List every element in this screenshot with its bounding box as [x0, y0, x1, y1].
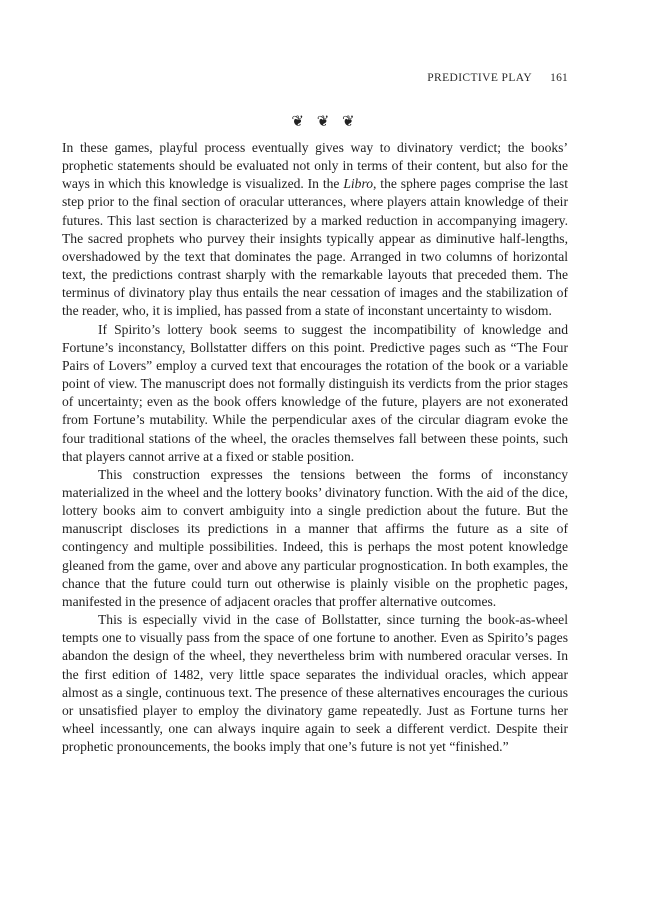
section-break-ornament: ❦ ❦ ❦	[291, 112, 359, 130]
paragraph-1	[62, 139, 568, 321]
body-text	[62, 139, 568, 756]
running-title: PREDICTIVE PLAY	[427, 72, 533, 84]
paragraph-1-start: In these games, playful process eventually gives way to divinatory verdict; the books’ prophetic statements should be evaluated not only in terms of their content, but also for the ways in which this knowledge is visualized. In the	[62, 140, 568, 192]
paragraph-3: This construction expresses the tensions between the forms of inconstancy materialized in the wheel and the lottery books’ divinatory function. With the aid of the dice, lottery books aim to convert ambiguity into a single prediction about the future. But the manuscript discloses its predictions in a manner that affirms the future as a site of contingency and multiple possibilities. Indeed, this is perhaps the most potent knowledge gleaned from the game, over and above any particular prognostication. In both examples, the chance that the future could turn out otherwise is plainly visible on the prophetic pages, manifested in the presence of adjacent oracles that proffer alternative outcomes.	[62, 466, 568, 609]
page-number: 161	[550, 72, 568, 84]
book-title-libro: Libro	[343, 176, 374, 192]
paragraph-2: If Spirito’s lottery book seems to suggest the incompatibility of knowledge and Fortune’s inconstancy, Bollstatter differs on this point. Predictive pages such as “The Four Pairs of Lovers” employ a curved text that encourages the rotation of the book or a variable point of view. The manuscript does not formally distinguish its verdicts from the prior stages of uncertainty; even as the book offers knowledge of the future, players are not exonerated from Fortune’s mutability. While the perpendicular axes of the circular diagram evoke the four traditional stations of the wheel, the oracles themselves fall between these points, such that players cannot arrive at a fixed or stable position.	[62, 321, 568, 464]
paragraph-4: This is especially vivid in the case of Bollstatter, since turning the book-as-wheel tempts one to visually pass from the space of one fortune to another. Even as Spirito’s pages abandon the design of the wheel, they nevertheless brim with numbered oracular verses. In the first edition of 1482, very little space separates the individual oracles, which appear almost as a single, continuous text. The presence of these alternatives encourages the curious or unsatisfied player to employ the divinatory game repeatedly. Just as Fortune turns her wheel incessantly, one can always inquire again to seek a different verdict. Despite their prophetic pronouncements, the books imply that one’s future is not yet “finished.”	[62, 612, 568, 755]
paragraph-1-rest: , the sphere pages comprise the last step prior to the final section of oracular utterances, where players attain knowledge of their futures. This last section is characterized by a marked reduction in accompanying imagery. The sacred prophets who purvey their insights typically appear as diminutive half-lengths, overshadowed by the text that dominates the page. Arranged in two columns of horizontal text, the predictions contrast sharply with the remarkable layouts that preceded them. The terminus of divinatory play thus entails the near cessation of images and the stabilization of the reader, who, it is implied, has passed from a state of inconstant uncertainty to wisdom.	[62, 176, 568, 319]
running-head	[427, 72, 568, 84]
